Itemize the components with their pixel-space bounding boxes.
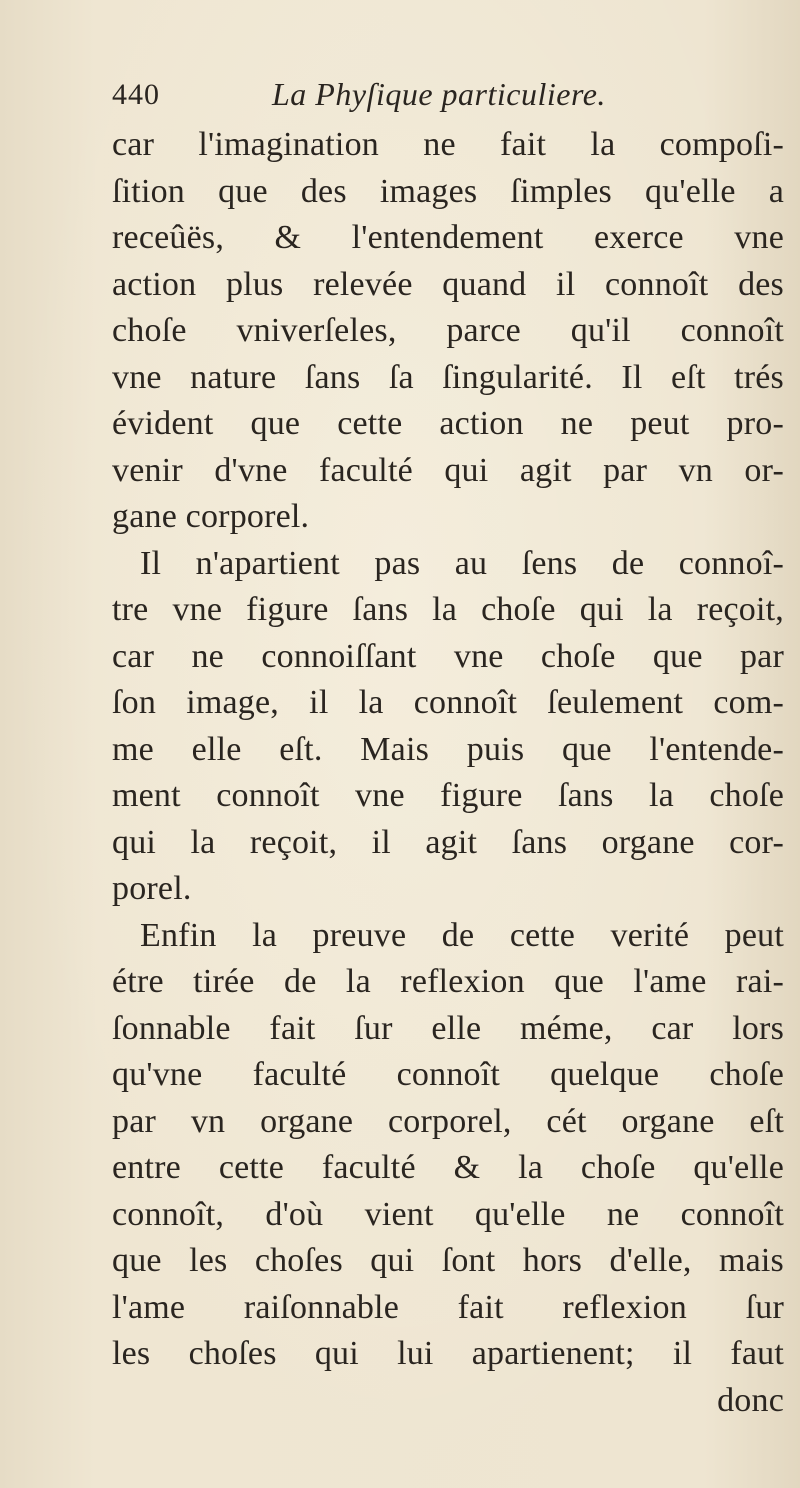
- text-line: receûës, & l'entendement exerce vne: [112, 219, 784, 256]
- text-line: l'ame raiſonnable fait reflexion ſur: [112, 1288, 784, 1326]
- text-line: porel.: [112, 870, 192, 907]
- text-line: tre vne figure ſans la choſe qui la reçoit,: [112, 591, 784, 628]
- text-line: les choſes qui lui apartienent; il faut: [112, 1335, 784, 1372]
- running-head: [112, 78, 712, 118]
- text-line: évident que cette action ne peut pro-: [112, 405, 784, 442]
- text-line: ſonnable fait ſur elle méme, car lors: [112, 1009, 784, 1047]
- text-line: action plus relevée quand il connoît des: [112, 265, 784, 303]
- paragraph-start-line: Enfin la preuve de cette verité peut: [140, 916, 784, 954]
- body-text: [112, 122, 784, 1424]
- text-line: venir d'vne faculté qui agit par vn or-: [112, 451, 784, 489]
- text-line: choſe vniverſeles, parce qu'il connoît: [112, 312, 784, 349]
- text-line: car ne connoiſſant vne choſe que par: [112, 637, 784, 675]
- running-title: La Phyſique particuliere.: [272, 76, 606, 112]
- text-line: que les choſes qui ſont hors d'elle, mais: [112, 1242, 784, 1279]
- text-line: ſon image, il la connoît ſeulement com-: [112, 684, 784, 721]
- text-line: me elle eſt. Mais puis que l'entende-: [112, 730, 784, 768]
- text-line: connoît, d'où vient qu'elle ne connoît: [112, 1195, 784, 1233]
- text-line: par vn organe corporel, cét organe eſt: [112, 1102, 784, 1140]
- text-line: étre tirée de la reflexion que l'ame rai-: [112, 963, 784, 1000]
- text-line: gane corporel.: [112, 498, 310, 535]
- text-line: entre cette faculté & la choſe qu'elle: [112, 1149, 784, 1186]
- text-line: car l'imagination ne fait la compoſi-: [112, 126, 784, 163]
- text-line: ment connoît vne figure ſans la choſe: [112, 777, 784, 814]
- text-line: qui la reçoit, il agit ſans organe cor-: [112, 823, 784, 861]
- page-number: 440: [112, 78, 160, 111]
- catchword: donc: [717, 1381, 784, 1419]
- text-line: qu'vne faculté connoît quelque choſe: [112, 1056, 784, 1093]
- paragraph-start-line: Il n'apartient pas au ſens de connoî-: [140, 544, 784, 582]
- text-line: vne nature ſans ſa ſingularité. Il eſt trés: [112, 358, 784, 396]
- text-line: ſition que des images ſimples qu'elle a: [112, 172, 784, 210]
